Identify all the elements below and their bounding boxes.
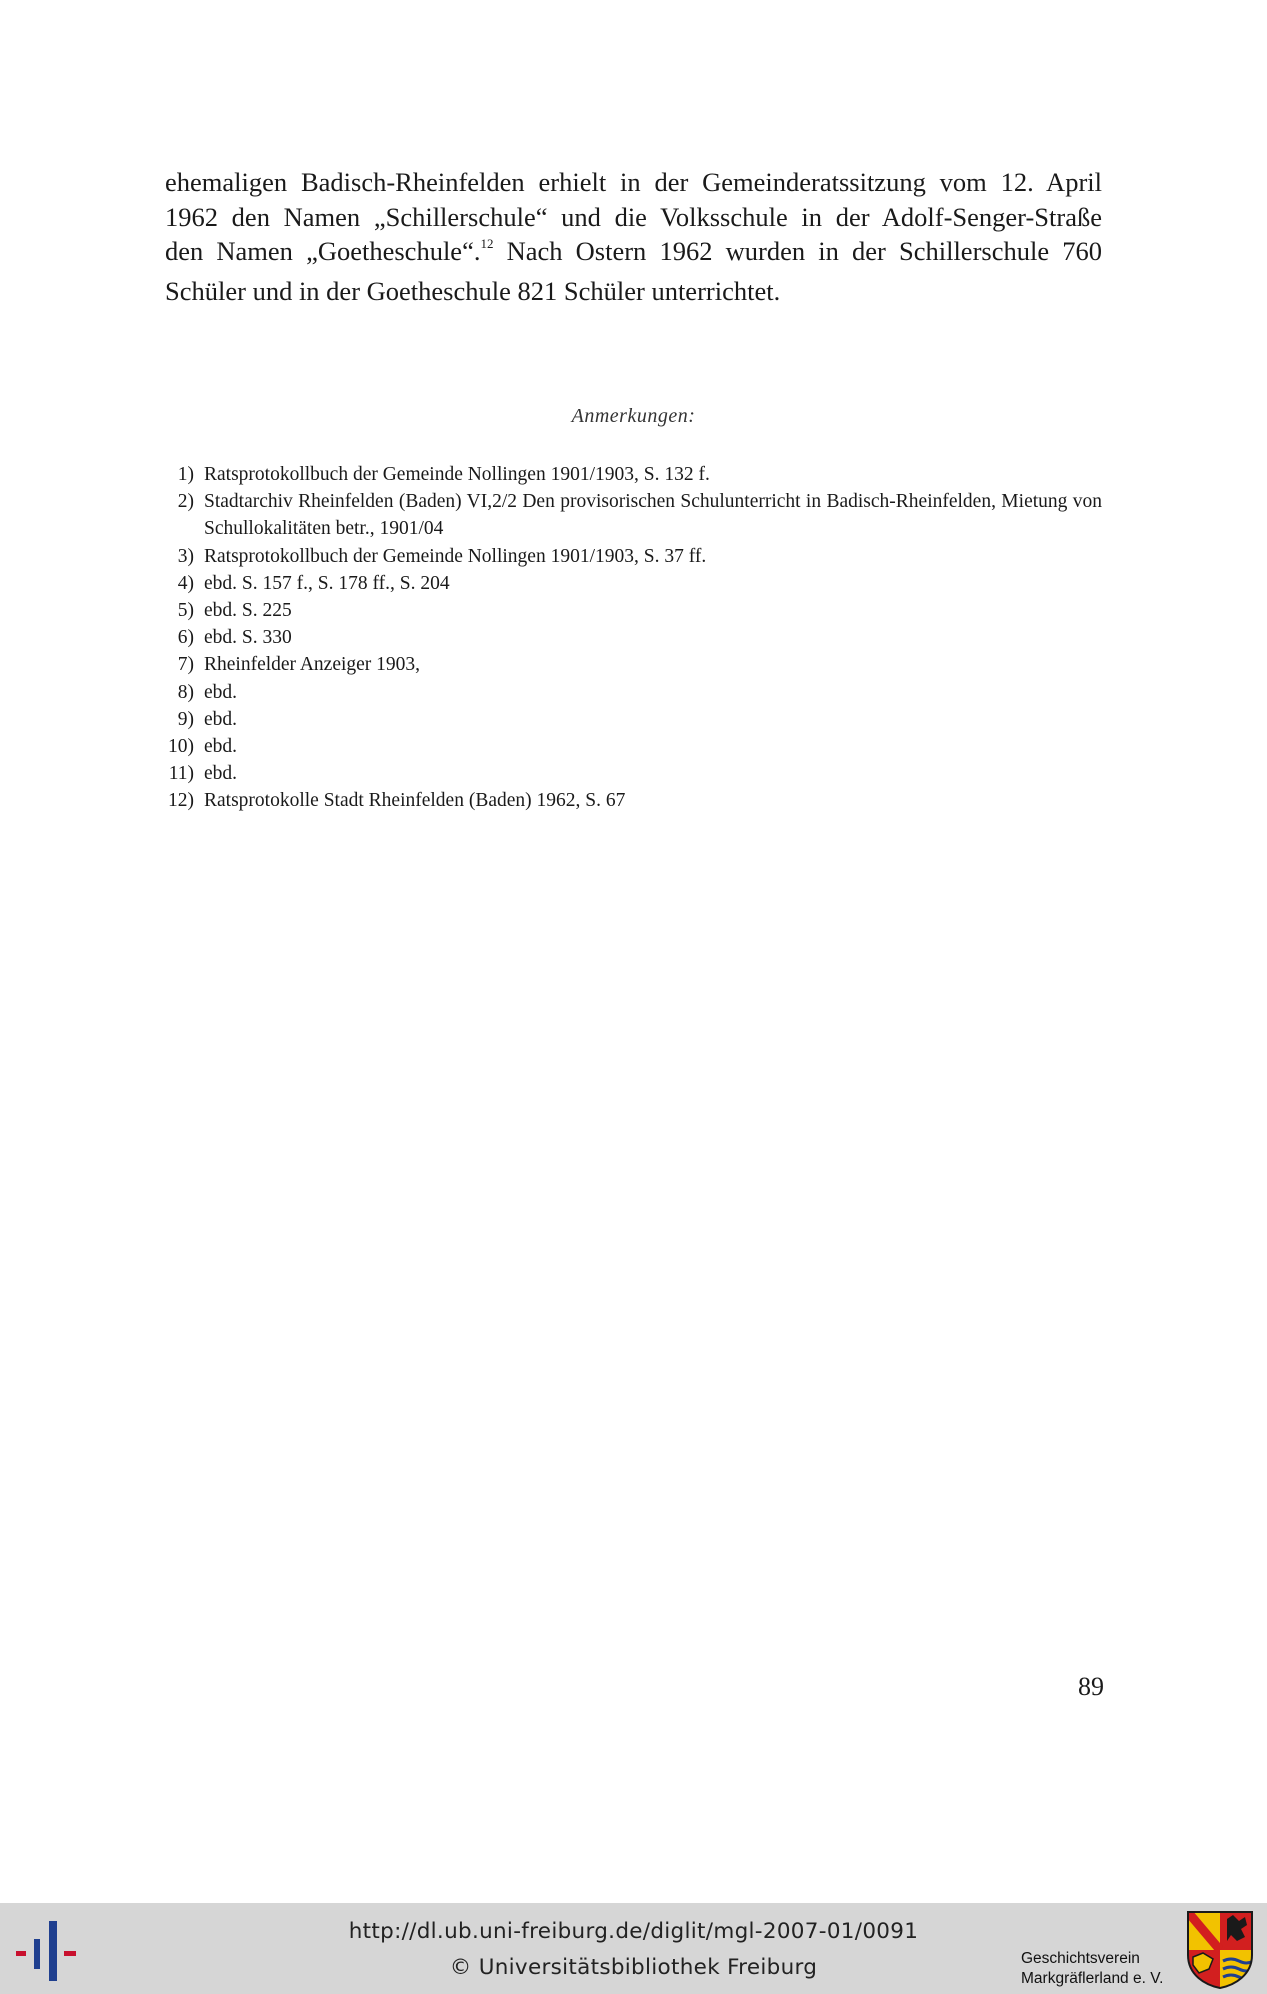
body-line [165,234,1102,274]
note-number: 4) [177,572,194,594]
note-text: ebd. [204,736,238,758]
note-number: 9) [177,708,194,730]
page-number: 89 [1078,1672,1104,1701]
body-line-part: Nach Ostern 1962 wurden in der Schillerschule 760 [493,236,1102,266]
society-name [1021,1949,1163,1989]
note-text: ebd. [204,681,238,703]
note-item [160,624,1102,651]
note-number: 8) [177,681,194,703]
note-item [160,706,1102,733]
body-line: ehemaligen Badisch-Rheinfelden erhielt in der Gemeinderatssitzung vom 12. April [165,167,1102,197]
body-line: 1962 den Namen „Schillerschule“ und die Volksschule in der Adolf-Senger-Straße [165,201,1102,232]
footnote-reference: 12 [480,236,494,251]
note-text: Stadtarchiv Rheinfelden (Baden) VI,2/2 Den provisorischen Schulunterricht in Badisch-Rheinfelden, Mietung von Schullokalitäten betr., 1901/04 [204,491,1102,540]
note-item [160,760,1102,787]
note-number: 5) [177,600,194,622]
note-text: Ratsprotokollbuch der Gemeinde Nollingen 1901/1903, S. 37 ff. [204,545,707,567]
note-text: ebd. [204,763,238,785]
note-text: Ratsprotokollbuch der Gemeinde Nollingen 1901/1903, S. 132 f. [204,464,710,485]
note-number: 10) [168,736,194,758]
notes-heading: Anmerkungen: [571,405,696,427]
note-item [160,570,1102,597]
note-text: ebd. [204,708,238,730]
footer-bar [0,1903,1267,1994]
note-item [160,679,1102,706]
note-text: ebd. S. 157 f., S. 178 ff., S. 204 [204,572,450,594]
society-name-line: Geschichtsverein [1021,1950,1140,1967]
footer-copyright: © Universitätsbibliothek Freiburg [449,1955,818,1980]
note-item [160,597,1102,624]
society-name-line: Markgräflerland e. V. [1021,1970,1164,1987]
note-item [160,651,1102,678]
note-text: ebd. S. 225 [204,600,292,622]
note-item [160,543,1102,570]
note-number: 1) [177,464,194,485]
coat-of-arms-icon [1187,1911,1253,1989]
body-line-part: den Namen „Goetheschule“. [165,236,481,266]
note-number: 11) [168,763,194,785]
note-number: 6) [177,627,194,649]
footer-url: http://dl.ub.uni-freiburg.de/diglit/mgl-2007-01/0091 [348,1919,919,1944]
note-item [160,733,1102,760]
notes-list [160,461,1102,815]
body-line: Schüler und in der Goetheschule 821 Schüler unterrichtet. [165,275,781,306]
note-text: ebd. S. 330 [204,627,292,649]
note-number: 2) [177,491,194,513]
note-text: Rheinfelder Anzeiger 1903, [204,654,421,676]
note-number: 3) [177,545,194,567]
note-number: 12) [168,790,194,812]
note-item [160,461,1102,488]
body-paragraph [165,165,1102,308]
note-text: Ratsprotokolle Stadt Rheinfelden (Baden) 1962, S. 67 [204,790,626,812]
note-item [160,787,1102,814]
note-item [160,488,1102,542]
note-number: 7) [177,654,194,676]
